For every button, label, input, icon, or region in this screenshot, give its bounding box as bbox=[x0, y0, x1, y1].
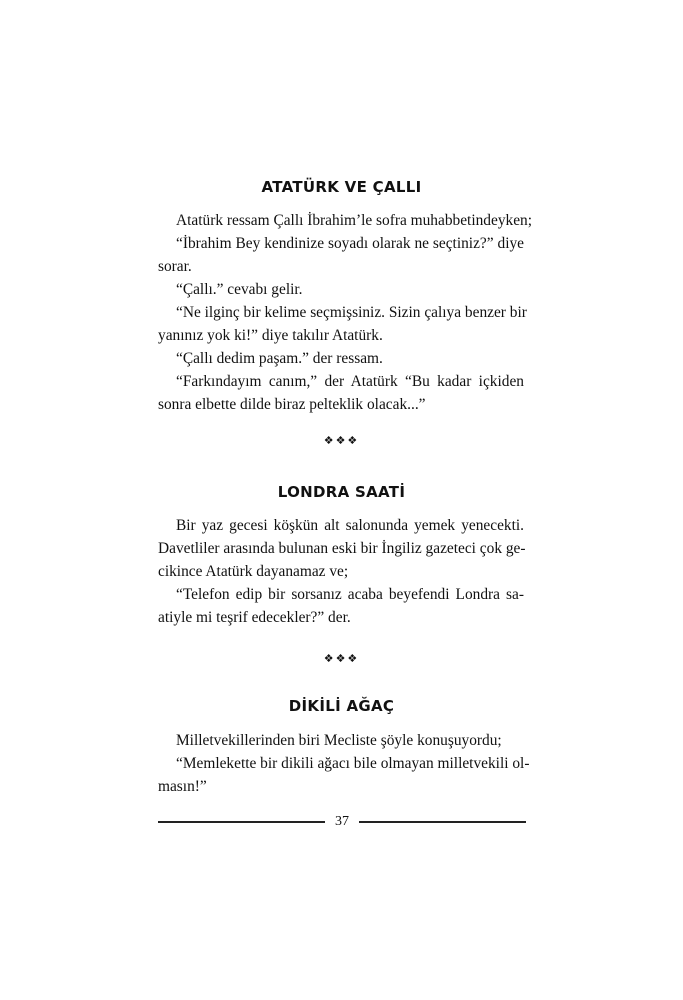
section-body-dikili-agac bbox=[158, 729, 530, 798]
section-title-ataturk-ve-calli: ATATÜRK VE ÇALLI bbox=[261, 178, 422, 196]
section-divider-ornament: ❖❖❖ bbox=[323, 434, 360, 447]
section-divider-ornament: ❖❖❖ bbox=[323, 652, 360, 665]
text-line: “Memlekette bir dikili ağacı bile olmayan milletvekili ol- bbox=[176, 755, 530, 772]
text-line: “İbrahim Bey kendinize soyadı olarak ne seçtiniz?” diye bbox=[176, 235, 524, 252]
footer-rule-left bbox=[158, 821, 325, 823]
page-footer bbox=[158, 812, 526, 832]
text-line: “Farkındayım canım,” der Atatürk “Bu kadar içkiden bbox=[176, 373, 524, 390]
page-number: 37 bbox=[335, 814, 349, 829]
text-line: “Telefon edip bir sorsanız acaba beyefendi Londra sa- bbox=[176, 586, 524, 603]
text-line: yanınız yok ki!” diye takılır Atatürk. bbox=[158, 327, 383, 344]
footer-rule-right bbox=[359, 821, 526, 823]
section-title-londra-saati: LONDRA SAATİ bbox=[277, 483, 406, 501]
text-line: Bir yaz gecesi köşkün alt salonunda yemek yenecekti. bbox=[176, 517, 524, 534]
section-body-ataturk-ve-calli bbox=[158, 209, 533, 416]
text-line: cikince Atatürk dayanamaz ve; bbox=[158, 563, 349, 580]
section-title-dikili-agac: DİKİLİ AĞAÇ bbox=[288, 697, 395, 715]
text-line: masın!” bbox=[158, 778, 207, 795]
section-body-londra-saati bbox=[158, 514, 524, 629]
text-line: sorar. bbox=[158, 258, 192, 275]
text-line: “Çallı.” cevabı gelir. bbox=[176, 281, 303, 298]
text-line: “Ne ilginç bir kelime seçmişsiniz. Sizin çalıya benzer bir bbox=[176, 304, 527, 321]
text-line: Milletvekillerinden biri Mecliste şöyle konuşuyordu; bbox=[176, 732, 502, 749]
text-line: “Çallı dedim paşam.” der ressam. bbox=[176, 350, 383, 367]
text-line: atiyle mi teşrif edecekler?” der. bbox=[158, 609, 351, 626]
text-line: Davetliler arasında bulunan eski bir İngiliz gazeteci çok ge- bbox=[158, 540, 526, 557]
text-line: sonra elbette dilde biraz pelteklik olacak...” bbox=[158, 396, 426, 413]
text-line: Atatürk ressam Çallı İbrahim’le sofra muhabbetindeyken; bbox=[176, 212, 533, 229]
